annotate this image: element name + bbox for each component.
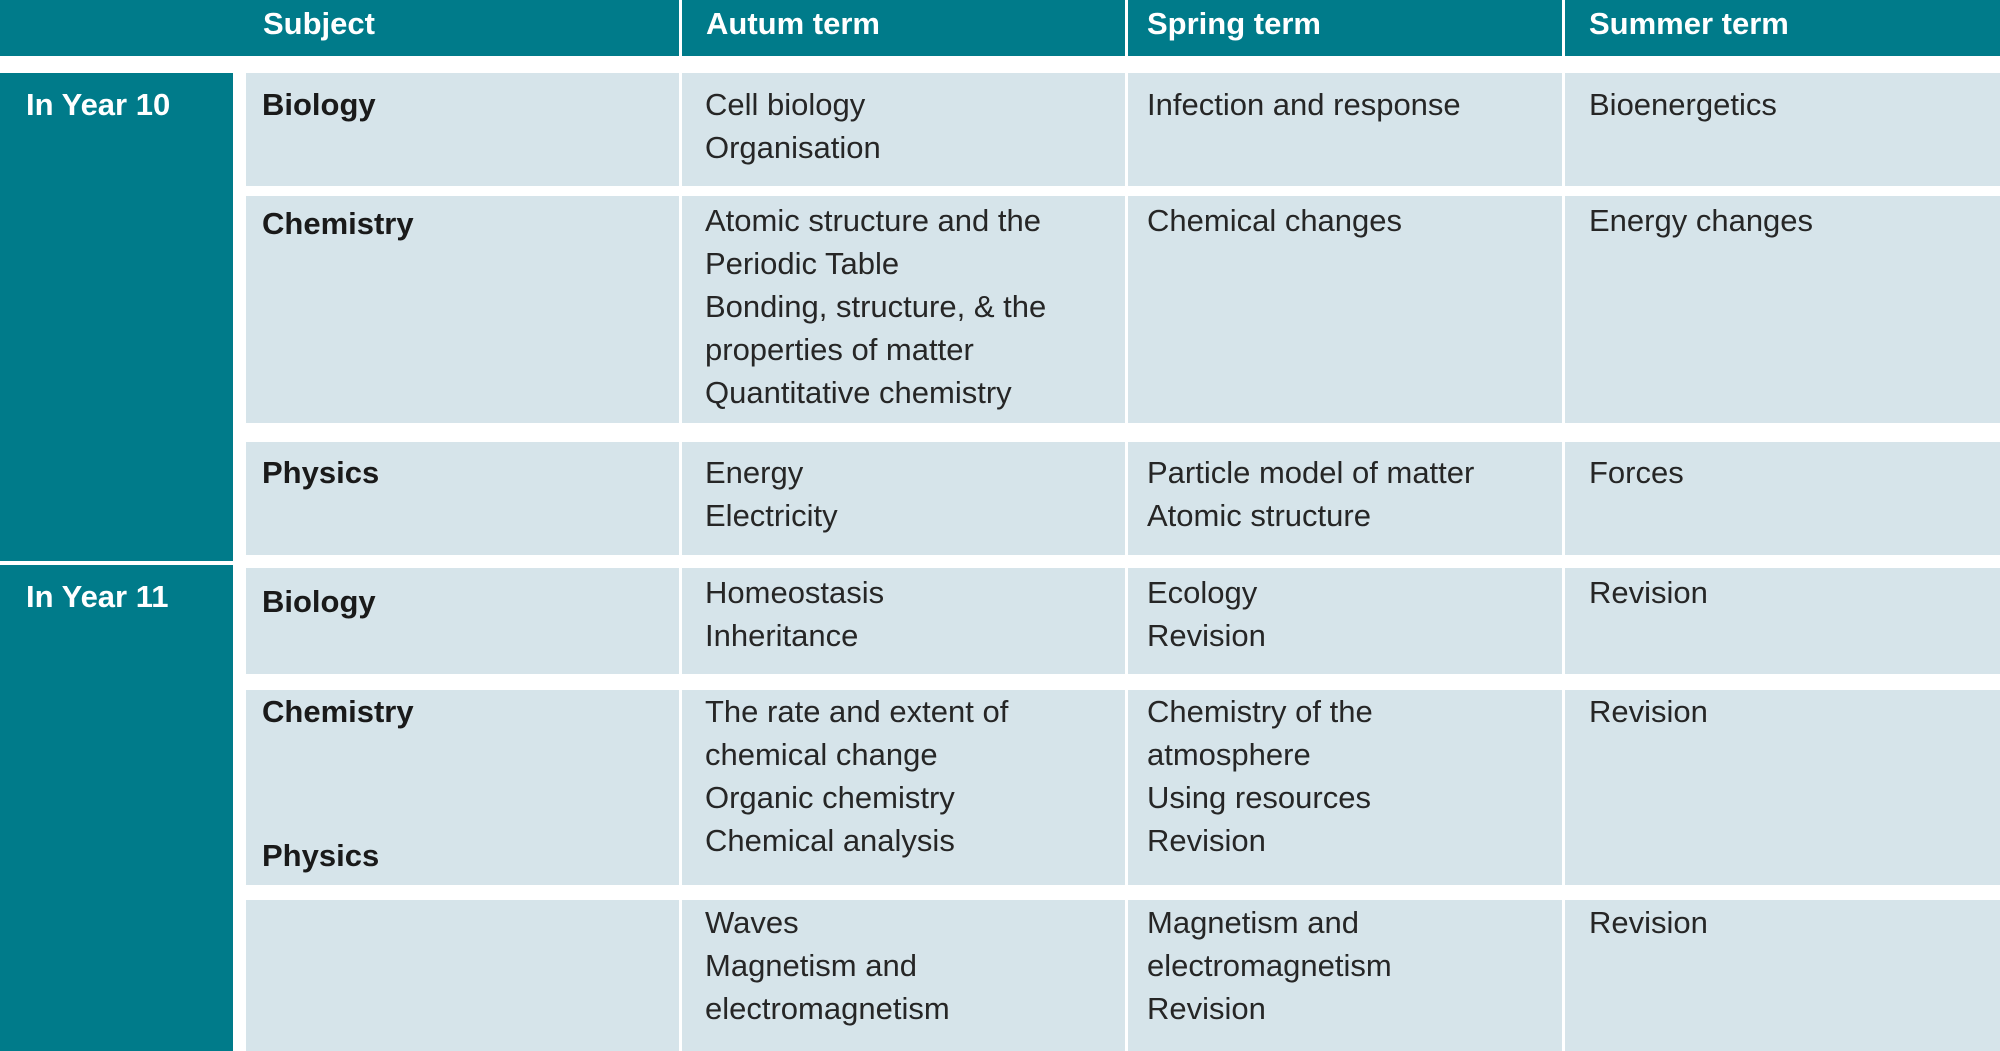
topic-line: Organic chemistry <box>705 780 955 815</box>
autumn-topics <box>705 571 884 657</box>
autumn-topics <box>705 451 838 537</box>
topic-line: Magnetism and <box>1147 905 1359 940</box>
summer-topics <box>1589 901 1708 944</box>
spring-cell <box>1128 73 1562 186</box>
summer-topics <box>1589 83 1777 126</box>
subject-label: Biology <box>262 584 376 619</box>
year-10-label: In Year 10 <box>26 87 171 122</box>
summer-cell <box>1565 568 2000 674</box>
autumn-cell <box>682 196 1125 423</box>
topic-line: Cell biology <box>705 87 866 122</box>
topic-line: Homeostasis <box>705 575 885 610</box>
spring-cell <box>1128 690 1562 885</box>
topic-line: Revision <box>1147 823 1266 858</box>
subject-cell <box>246 73 679 186</box>
subject-label-extra: Physics <box>262 838 380 873</box>
spring-topics <box>1147 199 1402 242</box>
spring-cell <box>1128 900 1562 1051</box>
subject-cell <box>246 442 679 555</box>
topic-line: Revision <box>1147 618 1266 653</box>
topic-line: The rate and extent of <box>705 694 1009 729</box>
topic-line: Periodic Table <box>705 246 900 281</box>
topic-line: Forces <box>1589 455 1684 490</box>
summer-topics <box>1589 199 1813 242</box>
subject-cell <box>246 568 679 674</box>
topic-line: electromagnetism <box>1147 948 1392 983</box>
summer-topics <box>1589 690 1708 733</box>
topic-line: Revision <box>1589 694 1708 729</box>
header-summer-label: Summer term <box>1589 6 1789 41</box>
spring-topics <box>1147 451 1474 537</box>
spring-cell <box>1128 442 1562 555</box>
spring-cell <box>1128 196 1562 423</box>
header-subject-label: Subject <box>263 6 375 41</box>
summer-cell <box>1565 900 2000 1051</box>
autumn-cell <box>682 900 1125 1051</box>
autumn-topics <box>705 901 950 1030</box>
header-cell-subject <box>233 0 679 56</box>
autumn-cell <box>682 442 1125 555</box>
topic-line: Electricity <box>705 498 838 533</box>
topic-line: Particle model of matter <box>1147 455 1475 490</box>
subject-cell <box>246 900 679 1051</box>
header-cell-summer <box>1565 0 2000 56</box>
spring-topics <box>1147 901 1392 1030</box>
summer-cell <box>1565 73 2000 186</box>
year-10-block <box>0 73 233 561</box>
subject-cell <box>246 690 679 885</box>
autumn-topics <box>705 690 1008 862</box>
summer-topics <box>1589 451 1684 494</box>
topic-line: Using resources <box>1147 780 1371 815</box>
topic-line: Quantitative chemistry <box>705 375 1012 410</box>
year-11-block <box>0 565 233 1051</box>
topic-line: Magnetism and <box>705 948 917 983</box>
spring-topics <box>1147 571 1266 657</box>
header-cell-spring <box>1128 0 1562 56</box>
autumn-cell <box>682 73 1125 186</box>
topic-line: Waves <box>705 905 799 940</box>
topic-line: Revision <box>1589 575 1708 610</box>
topic-line: electromagnetism <box>705 991 950 1026</box>
topic-line: Revision <box>1589 905 1708 940</box>
header-cell-autumn <box>682 0 1125 56</box>
topic-line: Chemical analysis <box>705 823 955 858</box>
spring-topics <box>1147 690 1373 862</box>
summer-cell <box>1565 196 2000 423</box>
autumn-cell <box>682 690 1125 885</box>
spring-topics <box>1147 83 1461 126</box>
topic-line: Ecology <box>1147 575 1258 610</box>
header-bar-year <box>0 0 233 56</box>
autumn-topics <box>705 199 1046 414</box>
summer-cell <box>1565 442 2000 555</box>
topic-line: Inheritance <box>705 618 859 653</box>
spring-cell <box>1128 568 1562 674</box>
subject-label: Physics <box>262 455 380 490</box>
topic-line: Energy changes <box>1589 203 1814 238</box>
topic-line: chemical change <box>705 737 938 772</box>
topic-line: atmosphere <box>1147 737 1311 772</box>
header-spring-label: Spring term <box>1147 6 1321 41</box>
header-autumn-label: Autum term <box>706 6 880 41</box>
subject-label: Biology <box>262 87 376 122</box>
topic-line: Chemistry of the <box>1147 694 1373 729</box>
topic-line: Bioenergetics <box>1589 87 1777 122</box>
autumn-topics <box>705 83 881 169</box>
topic-line: Atomic structure <box>1147 498 1371 533</box>
year-11-label: In Year 11 <box>26 579 169 614</box>
topic-line: properties of matter <box>705 332 974 367</box>
topic-line: Revision <box>1147 991 1266 1026</box>
summer-cell <box>1565 690 2000 885</box>
subject-cell <box>246 196 679 423</box>
subject-label: Chemistry <box>262 694 414 729</box>
topic-line: Organisation <box>705 130 881 165</box>
topic-line: Energy <box>705 455 804 490</box>
topic-line: Chemical changes <box>1147 203 1403 238</box>
subject-label: Chemistry <box>262 206 414 241</box>
topic-line: Atomic structure and the <box>705 203 1041 238</box>
summer-topics <box>1589 571 1708 614</box>
topic-line: Bonding, structure, & the <box>705 289 1047 324</box>
autumn-cell <box>682 568 1125 674</box>
topic-line: Infection and response <box>1147 87 1461 122</box>
